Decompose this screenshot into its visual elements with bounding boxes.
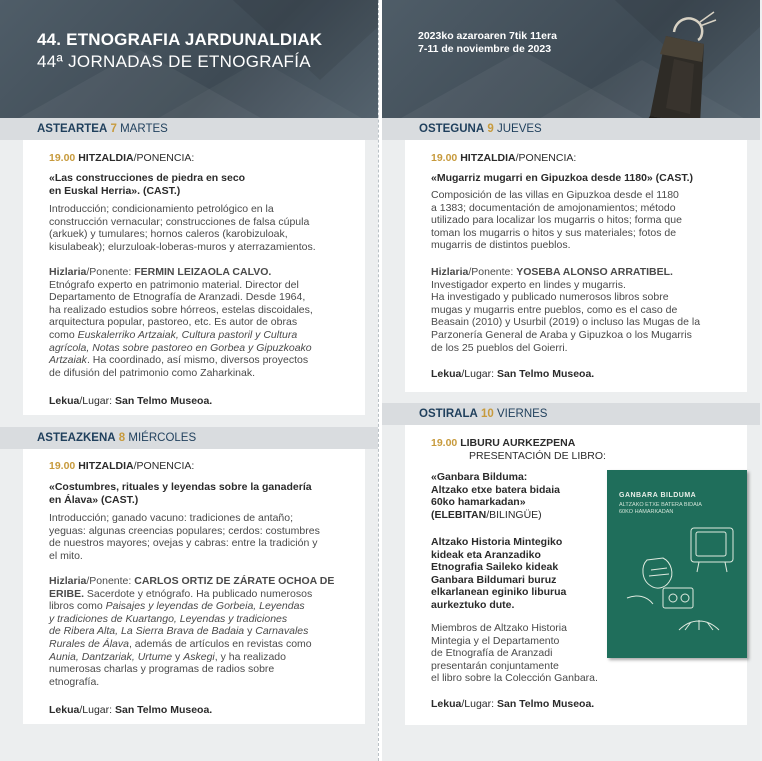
event-location: Lekua/Lugar: San Telmo Museoa. <box>431 368 595 380</box>
event-title: «Ganbara Bilduma: Altzako etxe batera bidaia 60ko hamarkadan» (ELEBITAN/BILINGÜE) <box>431 471 560 521</box>
book-illustration <box>607 470 747 658</box>
event-type-line: 19.00 HITZALDIA/PONENCIA: <box>431 152 577 164</box>
day-header-wednesday: ASTEAZKENA 8 MIÉRCOLES <box>0 427 378 449</box>
left-panel <box>0 0 378 761</box>
event-title: «Las construcciones de piedra en seco en Euskal Herria». (CAST.) <box>49 172 246 197</box>
day-header-thursday: OSTEGUNA 9 JUEVES <box>382 118 760 140</box>
speaker-bio: Hizlaria/Ponente: FERMIN LEIZAOLA CALVO. Etnógrafo experto en patrimonio material. Director del Departamento de Etnografía de Aranzadi. Desde 1964, ha realizado estudios sobre hórreos, estelas discoidales, arquitectura popular, pastoreo, etc. Es autor de obras como Euskalerriko Artzaiak, Cultura pastoril y Cultura agrícola, Notas sobre pastoreo en Gorbea y Gipuzkoako Artzaiak. Ha coordinado, así mismo, diversos proyectos de difusión del patrimonio como Zaharkinak. <box>49 266 313 379</box>
event-location: Lekua/Lugar: San Telmo Museoa. <box>49 395 213 407</box>
event-dates: 2023ko azaroaren 7tik 11era 7-11 de noviembre de 2023 <box>418 30 557 55</box>
event-title: «Costumbres, rituales y leyendas sobre la ganadería en Álava» (CAST.) <box>49 481 312 506</box>
day-header-friday: OSTIRALA 10 VIERNES <box>382 403 760 425</box>
book-cover: GANBARA BILDUMA ALTZAKO ETXE BATERA BIDAIA 60KO HAMARKADAN <box>607 470 747 658</box>
presentation-desc-eu: Altzako Historia Mintegiko kideak eta Aranzadiko Etnografia Saileko kideak Ganbara Bildumari buruz elkarlanean eginiko liburua aurkeztuko dute. <box>431 536 567 611</box>
event-location: Lekua/Lugar: San Telmo Museoa. <box>49 704 213 716</box>
event-type-line: 19.00 HITZALDIA/PONENCIA: <box>49 460 195 472</box>
cowbell-photo <box>604 4 734 134</box>
speaker-bio: Hizlaria/Ponente: CARLOS ORTIZ DE ZÁRATE OCHOA DE ERIBE. Sacerdote y etnógrafo. Ha publicado numerosos libros como Paisajes y leyendas de Gorbeia, Leyendas y tradiciones de Kuartango, Leyendas y tradiciones de Ribera Alta, La Sierra Brava de Badaia y Carnavales Rurales de Álava, además de artículos en revistas como Aunia, Dantzariak, Urtume y Askegi, y ha realizado numerosas charlas y programas de radios sobre etnografía. <box>49 575 335 688</box>
event-type-line: 19.00 LIBURU AURKEZPENA PRESENTACIÓN DE LIBRO: <box>431 437 606 462</box>
presentation-desc-es: Miembros de Altzako Historia Mintegia y el Departamento de Etnografía de Aranzadi presentarán conjuntamente el libro sobre la Colección Ganbara. <box>431 622 598 685</box>
event-location: Lekua/Lugar: San Telmo Museoa. <box>431 698 595 710</box>
day-header-tuesday: ASTEARTEA 7 MARTES <box>0 118 378 140</box>
title-basque: 44. ETNOGRAFIA JARDUNALDIAK <box>37 30 323 49</box>
event-type-line: 19.00 HITZALDIA/PONENCIA: <box>49 152 195 164</box>
event-intro: Introducción; condicionamiento petrológico en la construcción vernacular; construcciones de falsa cúpula (arkuek) y tumulares; hornos caleros (karobizuloak, kisulabeak); elurzuloak-loberas-muros y aterrazamientos. <box>49 203 316 253</box>
event-intro: Composición de las villas en Gipuzkoa desde el 1180 a 1383; documentación de amojonamientos; método utilizado para localizar los mugarris o hitos; forma que toman los mugarris o hitos y sus materiales; fotos de mugarris de distintos pueblos. <box>431 189 682 252</box>
event-intro: Introducción; ganado vacuno: tradiciones de antaño; yeguas: algunas creencias populares; cerdos: costumbres de nuestros mayores; ovejas y cabras: entre la tradición y el mito. <box>49 512 320 562</box>
title-spanish: 44ª JORNADAS DE ETNOGRAFÍA <box>37 52 311 71</box>
event-title: «Mugarriz mugarri en Gipuzkoa desde 1180» (CAST.) <box>431 172 693 184</box>
right-panel <box>382 0 760 761</box>
header-band <box>0 0 378 125</box>
speaker-bio: Hizlaria/Ponente: YOSEBA ALONSO ARRATIBEL. Investigador experto en lindes y mugarris. Ha investigado y publicado numerosos libros sobre mugas y mugarris entre pueblos, como es el caso de Beasain (2010) y Usurbil (2019) o incluso las Mugas de la Parzonería General de Araba y Gipuzkoa o los Mugarris de los 25 pueblos del Goierri. <box>431 266 701 354</box>
